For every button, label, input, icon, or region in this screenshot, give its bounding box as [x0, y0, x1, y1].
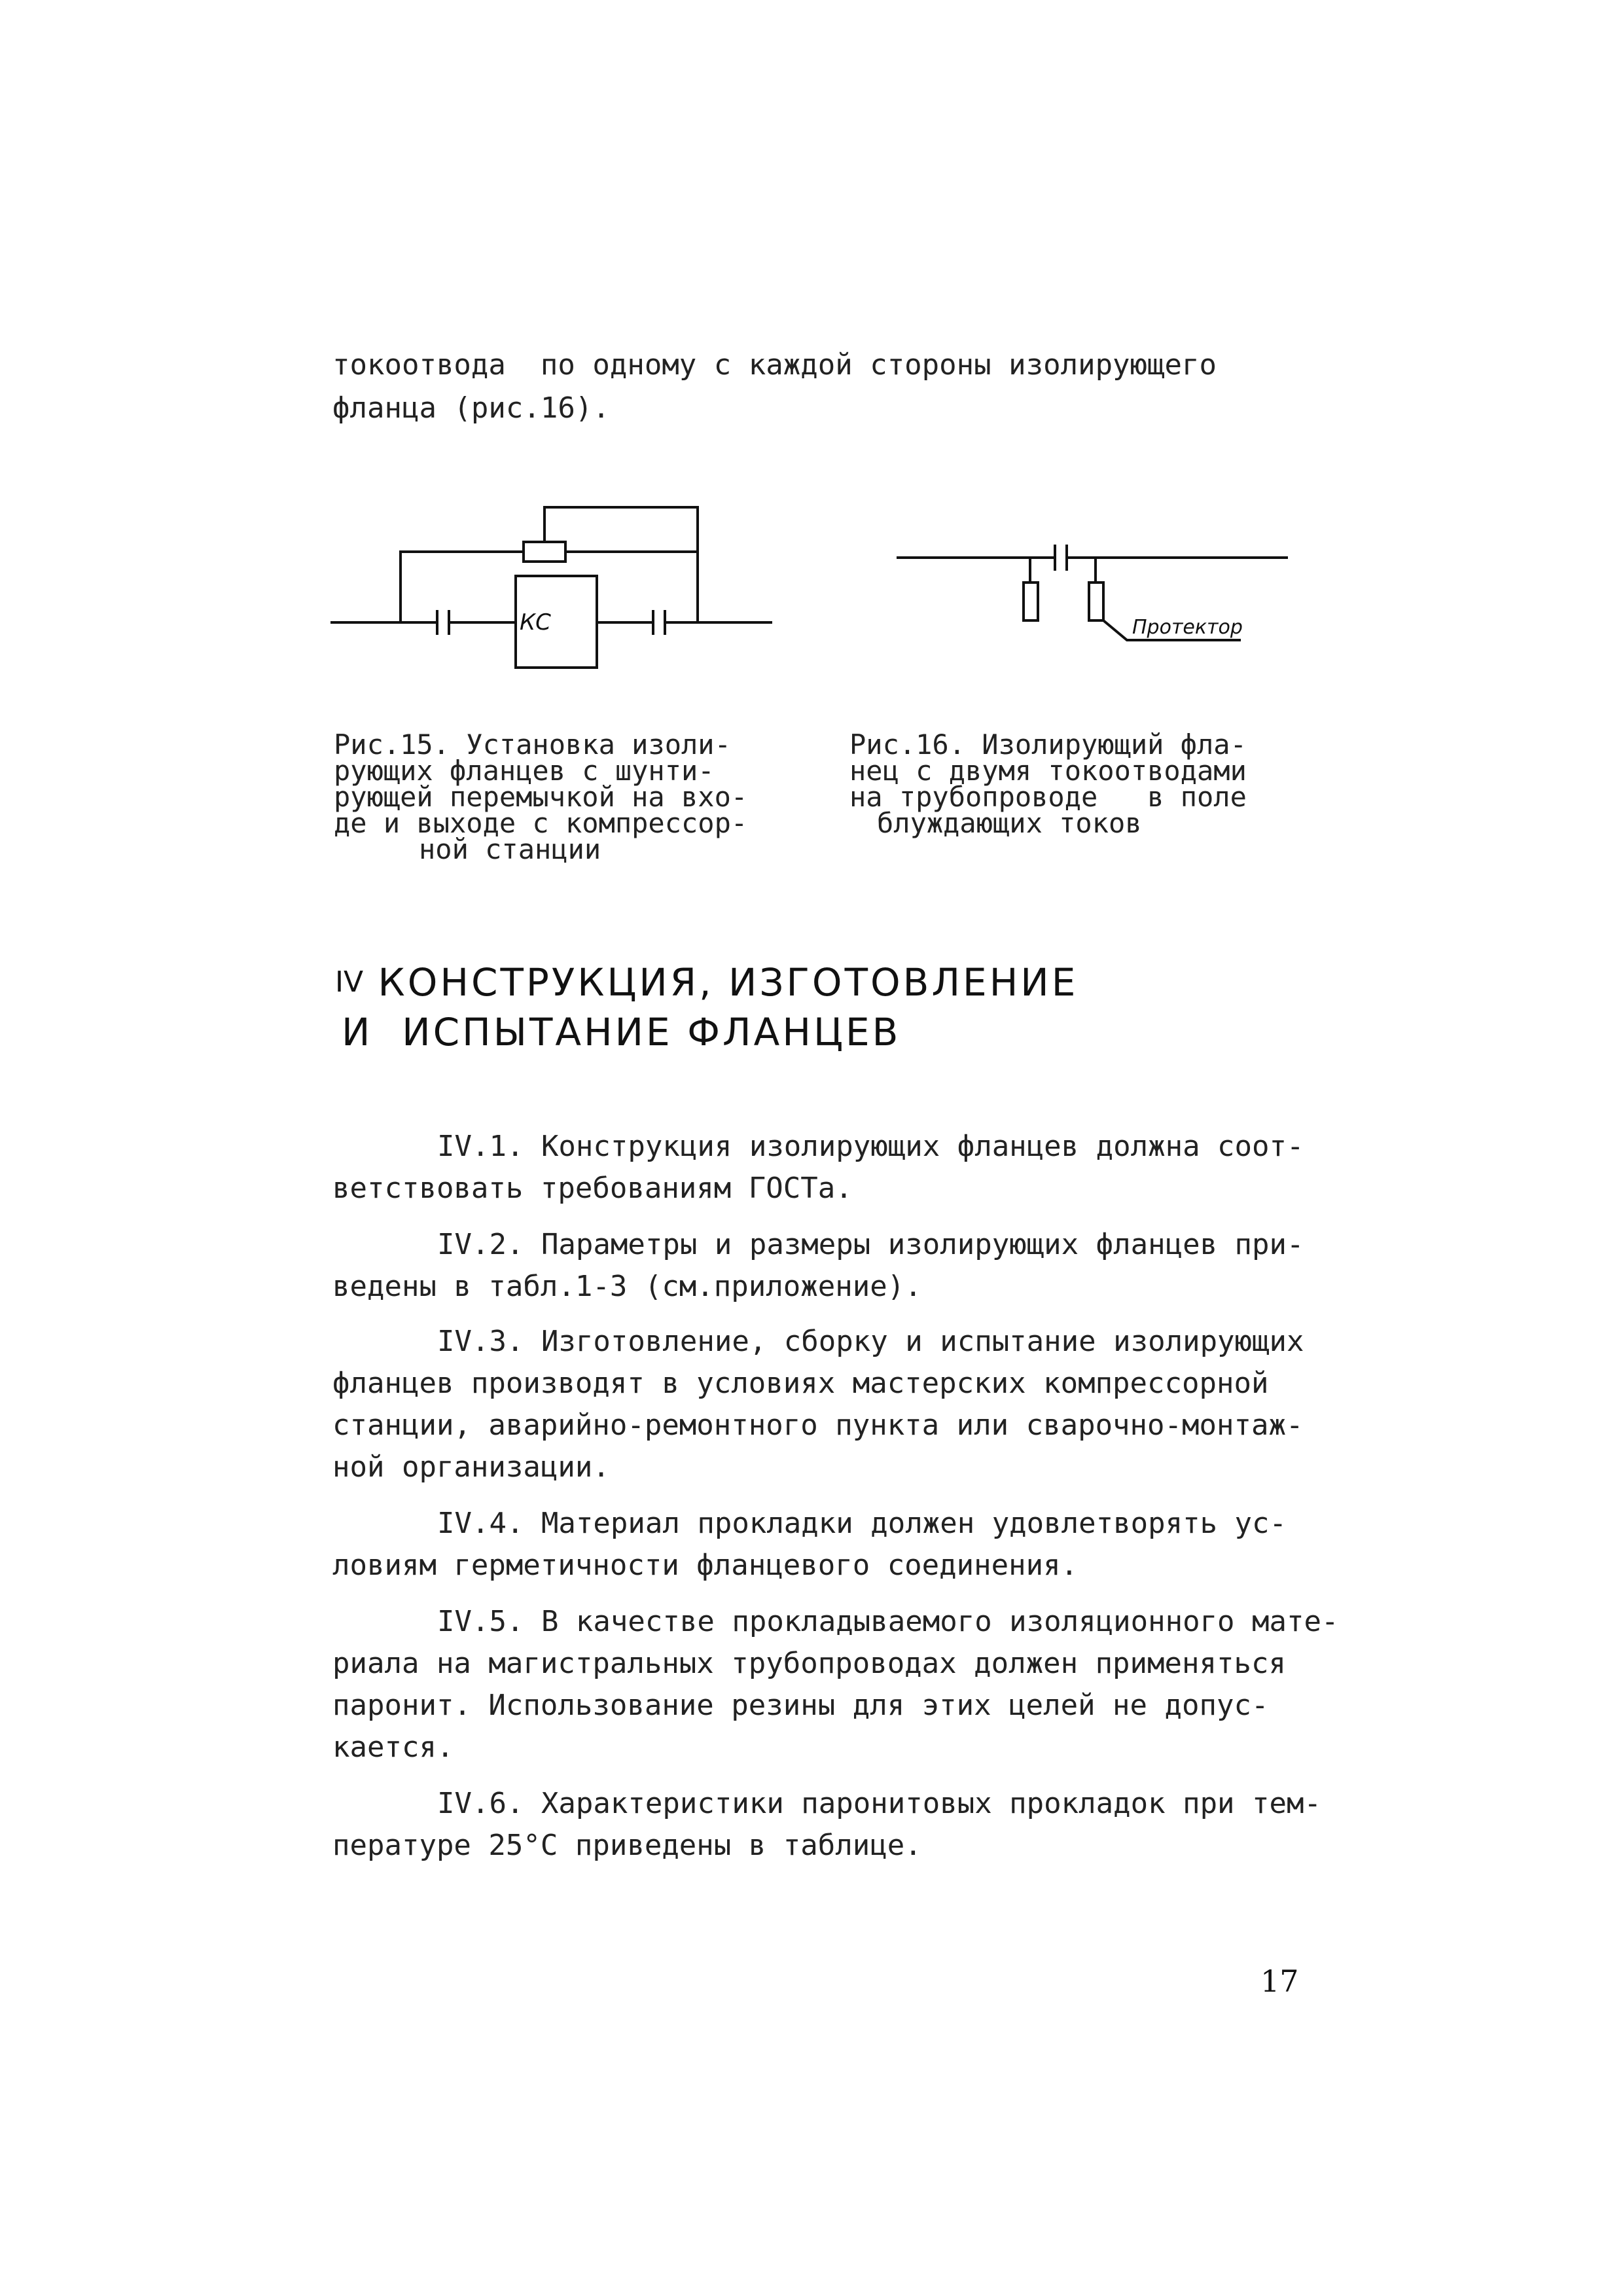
para-5-line-3: паронит. Использование резины для этих целей не допус-: [332, 1689, 1269, 1722]
intro-line-2: фланца (рис.16).: [332, 391, 610, 425]
para-2-line-1: IV.2. Параметры и размеры изолирующих фланцев при-: [437, 1228, 1304, 1261]
fig15-caption-line-1: Рис.15. Установка изоли-: [334, 728, 731, 761]
para-6-line-2: пературе 25°С приведены в таблице.: [332, 1829, 922, 1862]
section-title-line-1: КОНСТРУКЦИЯ, ИЗГОТОВЛЕНИЕ: [378, 960, 1079, 1005]
para-5-line-4: кается.: [332, 1731, 454, 1764]
para-3-line-2: фланцев производят в условиях мастерских компрессорной: [332, 1367, 1269, 1400]
fig15-caption-line-2: рующих фланцев с шунти-: [334, 755, 715, 787]
para-2-line-2: ведены в табл.1-3 (см.приложение).: [332, 1270, 922, 1303]
fig15-caption-line-5: ной станции: [419, 833, 601, 865]
para-3-line-4: ной организации.: [332, 1450, 610, 1484]
para-6-line-1: IV.6. Характеристики паронитовых прокладок при тем-: [437, 1787, 1322, 1820]
section-number: IV: [335, 965, 364, 999]
section-heading-line-1: [335, 958, 1078, 1007]
fig16-caption-line-1: Рис.16. Изолирующий фла-: [849, 728, 1247, 761]
para-1-line-1: IV.1. Конструкция изолирующих фланцев должна соот-: [437, 1130, 1304, 1163]
para-3-line-1: IV.3. Изготовление, сборку и испытание изолирующих: [437, 1325, 1304, 1358]
section-title-line-2: ИСПЫТАНИЕ ФЛАНЦЕВ: [402, 1010, 901, 1054]
page-number: 17: [1260, 1964, 1299, 1999]
para-3-line-3: станции, аварийно-ремонтного пункта или сварочно-монтаж-: [332, 1408, 1304, 1442]
section-heading-line-2: [342, 1008, 901, 1056]
protector-label-svg: [0, 0, 1623, 720]
intro-line-1: токоотвода по одному с каждой стороны изолирующего: [332, 348, 1217, 382]
para-4-line-1: IV.4. Материал прокладки должен удовлетворять ус-: [437, 1507, 1287, 1540]
fig16-caption-line-3: на трубопроводе в поле: [849, 781, 1247, 813]
ks-box-label: КС: [520, 609, 551, 636]
fig15-caption-line-4: де и выходе с компрессор-: [334, 807, 748, 839]
para-5-line-1: IV.5. В качестве прокладываемого изоляционного мате-: [437, 1605, 1339, 1638]
para-5-line-2: риала на магистральных трубопроводах должен применяться: [332, 1647, 1286, 1680]
fig16-caption-line-4: блуждающих токов: [877, 807, 1142, 839]
fig15-caption-line-3: рующей перемычкой на вхо-: [334, 781, 748, 813]
section-title-prefix: И: [342, 1010, 373, 1054]
para-1-line-2: ветствовать требованиям ГОСТа.: [332, 1172, 853, 1205]
protector-label: Протектор: [1132, 616, 1243, 639]
fig16-caption-line-2: нец с двумя токоотводами: [849, 755, 1247, 787]
para-4-line-2: ловиям герметичности фланцевого соединения.: [332, 1549, 1079, 1582]
